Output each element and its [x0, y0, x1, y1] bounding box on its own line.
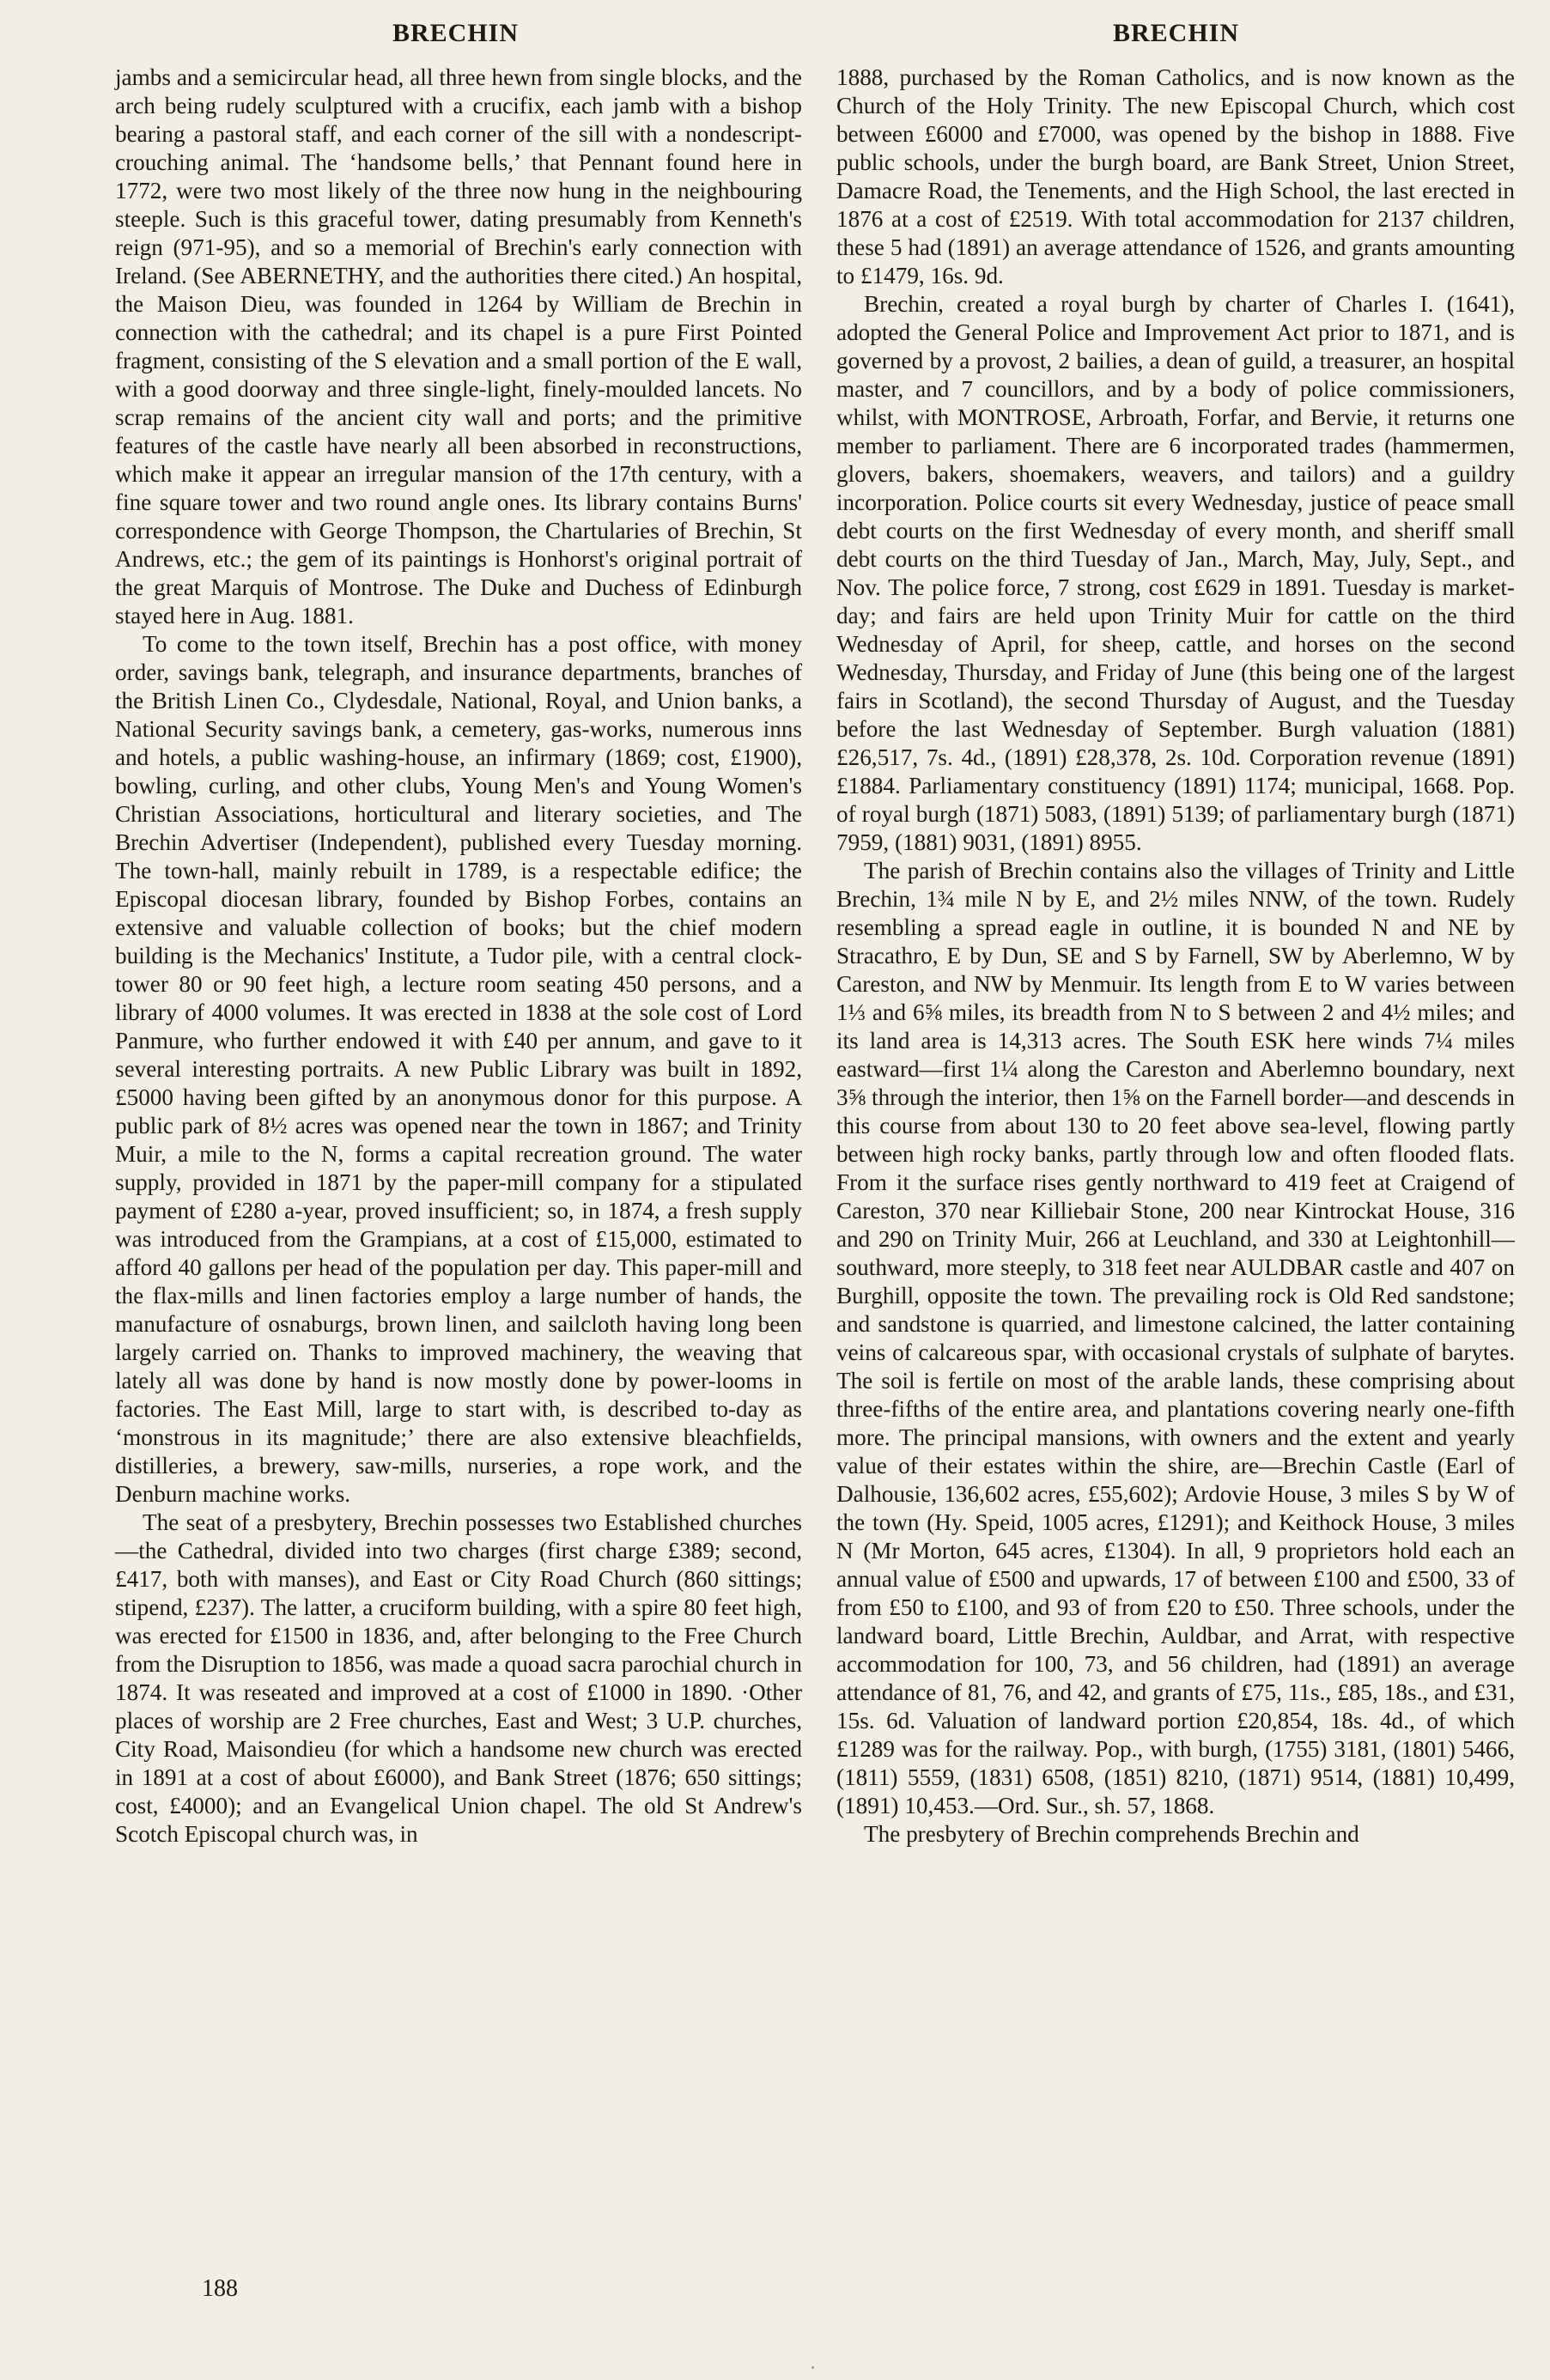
paragraph-left-1: jambs and a semicircular head, all three hewn from single blocks, and the arch being rudely sculptured with a crucifix, each jamb with a bishop bearing a pastoral staff, and each corner of the sill with a nondescript-crouching animal. The ‘handsome bells,’ that Pennant found here in 1772, were two most likely of the three now hung in the neighbouring steeple. Such is this graceful tower, dating presumably from Kenneth's reign (971-95), and so a memorial of Brechin's early connection with Ireland. (See ABERNETHY, and the authorities there cited.) An hospital, the Maison Dieu, was founded in 1264 by William de Brechin in connection with the cathedral; and its chapel is a pure First Pointed fragment, consisting of the S elevation and a small portion of the E wall, with a good doorway and three single-light, finely-moulded lancets. No scrap remains of the ancient city wall and ports; and the primitive features of the castle have nearly all been absorbed in reconstructions, which make it appear an irregular mansion of the 17th century, with a fine square tower and two round angle ones. Its library contains Burns' correspondence with George Thompson, the Chartularies of Brechin, St Andrews, etc.; the gem of its paintings is Honhorst's original portrait of the great Marquis of Montrose. The Duke and Duchess of Edinburgh stayed here in Aug. 1881. [115, 64, 802, 628]
paragraph-right-4: The presbytery of Brechin comprehends Brechin and [864, 1821, 1359, 1847]
paragraph-right-3: The parish of Brechin contains also the villages of Trinity and Little Brechin, 1¾ mile N by E, and 2½ miles NNW, of the town. Rudely resembling a spread eagle in outline, it is bounded N and NE by Stracathro, E by Dun, SE and S by Farnell, SW by Aberlemno, W by Careston, and NW by Menmuir. Its length from E to W varies between 1⅓ and 6⅝ miles, its breadth from N to S between 2 and 4½ miles; and its land area is 14,313 acres. The South ESK here winds 7¼ miles eastward—first 1¼ along the Careston and Aberlemno boundary, next 3⅝ through the interior, then 1⅝ on the Farnell border—and descends in this course from about 130 to 20 feet above sea-level, flowing partly between high rocky banks, partly through low and often flooded flats. From it the surface rises gently northward to 419 feet at Craigend of Careston, 370 near Killiebair Stone, 200 near Kintrockat House, 316 and 290 on Trinity Muir, 266 at Leuchland, and 330 at Leightonhill—southward, more steeply, to 318 feet near AULDBAR castle and 407 on Burghill, opposite the town. The prevailing rock is Old Red sandstone; and sandstone is quarried, and limestone calcined, the latter containing veins of calcareous spar, with occasional crystals of sulphate of barytes. The soil is fertile on most of the arable lands, these comprising about three-fifths of the entire area, and plantations covering nearly one-fifth more. The principal mansions, with owners and the extent and yearly value of their estates within the shire, are—Brechin Castle (Earl of Dalhousie, 136,602 acres, £55,602); Ardovie House, 3 miles S by W of the town (Hy. Speid, 1005 acres, £1291); and Keithock House, 3 miles N (Mr Morton, 645 acres, £1304). In all, 9 proprietors hold each an annual value of £500 and upwards, 17 of between £100 and £500, 33 of from £50 to £100, and 93 of from £20 to £50. Three schools, under the landward board, Little Brechin, Auldbar, and Arrat, with respective accommodation for 100, 73, and 56 children, had (1891) an average attendance of 81, 76, and 42, and grants of £75, 11s., £85, 18s., and £31, 15s. 6d. Valuation of landward portion £20,854, 18s. 4d., of which £1289 was for the railway. Pop., with burgh, (1755) 3181, (1801) 5466, (1811) 5559, (1831) 6508, (1851) 8210, (1871) 9514, (1881) 10,499, (1891) 10,453.—Ord. Sur., sh. 57, 1868. [836, 858, 1515, 1818]
running-header-right: BRECHIN [1113, 19, 1240, 47]
paragraph-left-2: To come to the town itself, Brechin has a post office, with money order, savings bank, telegraph, and insurance departments, branches of the British Linen Co., Clydesdale, National, Royal, and Union banks, a National Security savings bank, a cemetery, gas-works, numerous inns and hotels, a public washing-house, an infirmary (1869; cost, £1900), bowling, curling, and other clubs, Young Men's and Young Women's Christian Associations, horticultural and literary societies, and The Brechin Advertiser (Independent), published every Tuesday morning. The town-hall, mainly rebuilt in 1789, is a respectable edifice; the Episcopal diocesan library, founded by Bishop Forbes, contains an extensive and valuable collection of books; but the chief modern building is the Mechanics' Institute, a Tudor pile, with a central clock-tower 80 or 90 feet high, a lecture room seating 450 persons, and a library of 4000 volumes. It was erected in 1838 at the sole cost of Lord Panmure, who further endowed it with £40 per annum, and gave to it several interesting portraits. A new Public Library was built in 1892, £5000 having been gifted by an anonymous donor for this purpose. A public park of 8½ acres was opened near the town in 1867; and Trinity Muir, a mile to the N, forms a capital recreation ground. The water supply, provided in 1871 by the paper-mill company for a stipulated payment of £280 a-year, proved insufficient; so, in 1874, a fresh supply was introduced from the Grampians, at a cost of £15,000, estimated to afford 40 gallons per head of the population per day. This paper-mill and the flax-mills and linen factories employ a large number of hands, the manufacture of osnaburgs, brown linen, and sailcloth having long been largely carried on. Thanks to improved machinery, the weaving that lately all was done by hand is now mostly done by power-looms in factories. The East Mill, large to start with, is described to-day as ‘monstrous in its magnitude;’ there are also extensive bleachfields, distilleries, a brewery, saw-mills, nurseries, a rope work, and the Denburn machine works. [115, 631, 802, 1507]
right-column [836, 64, 1515, 1849]
paragraph-left-3: The seat of a presbytery, Brechin possesses two Established churches—the Cathedral, divided into two charges (first charge £389; second, £417, both with manses), and East or City Road Church (860 sittings; stipend, £237). The latter, a cruciform building, with a spire 80 feet high, was erected for £1500 in 1836, and, after belonging to the Free Church from the Disruption to 1856, was made a quoad sacra parochial church in 1874. It was reseated and improved at a cost of £1000 in 1890. ·Other places of worship are 2 Free churches, East and West; 3 U.P. churches, City Road, Maisondieu (for which a handsome new church was erected in 1891 at a cost of about £6000), and Bank Street (1876; 650 sittings; cost, £4000); and an Evangelical Union chapel. The old St Andrew's Scotch Episcopal church was, in [115, 1509, 802, 1847]
paragraph-right-2: Brechin, created a royal burgh by charter of Charles I. (1641), adopted the General Police and Improvement Act prior to 1871, and is governed by a provost, 2 bailies, a dean of guild, a treasurer, an hospital master, and 7 councillors, and by a body of police commissioners, whilst, with MONTROSE, Arbroath, Forfar, and Bervie, it returns one member to parliament. There are 6 incorporated trades (hammermen, glovers, bakers, shoemakers, weavers, and tailors) and a guildry incorporation. Police courts sit every Wednesday, justice of peace small debt courts on the first Wednesday of every month, and sheriff small debt courts on the third Tuesday of Jan., March, May, July, Sept., and Nov. The police force, 7 strong, cost £629 in 1891. Tuesday is market-day; and fairs are held upon Trinity Muir for cattle on the third Wednesday of April, for sheep, cattle, and horses on the second Wednesday, Thursday, and Friday of June (this being one of the largest fairs in Scotland), the second Thursday of August, and the Tuesday before the last Wednesday of September. Burgh valuation (1881) £26,517, 7s. 4d., (1891) £28,378, 2s. 10d. Corporation revenue (1891) £1884. Parliamentary constituency (1891) 1174; municipal, 1668. Pop. of royal burgh (1871) 5083, (1891) 5139; of parliamentary burgh (1871) 7959, (1881) 9031, (1891) 8955. [836, 291, 1515, 855]
scan-speck [811, 2366, 814, 2369]
page-number: 188 [202, 2275, 238, 2302]
left-column [115, 64, 802, 1849]
paragraph-right-1: 1888, purchased by the Roman Catholics, and is now known as the Church of the Holy Trinity. The new Episcopal Church, which cost between £6000 and £7000, was opened by the bishop in 1888. Five public schools, under the burgh board, are Bank Street, Union Street, Damacre Road, the Tenements, and the High School, the last erected in 1876 at a cost of £2519. With total accommodation for 2137 children, these 5 had (1891) an average attendance of 1526, and grants amounting to £1479, 16s. 9d. [836, 64, 1515, 288]
running-header-left: BRECHIN [392, 19, 520, 47]
